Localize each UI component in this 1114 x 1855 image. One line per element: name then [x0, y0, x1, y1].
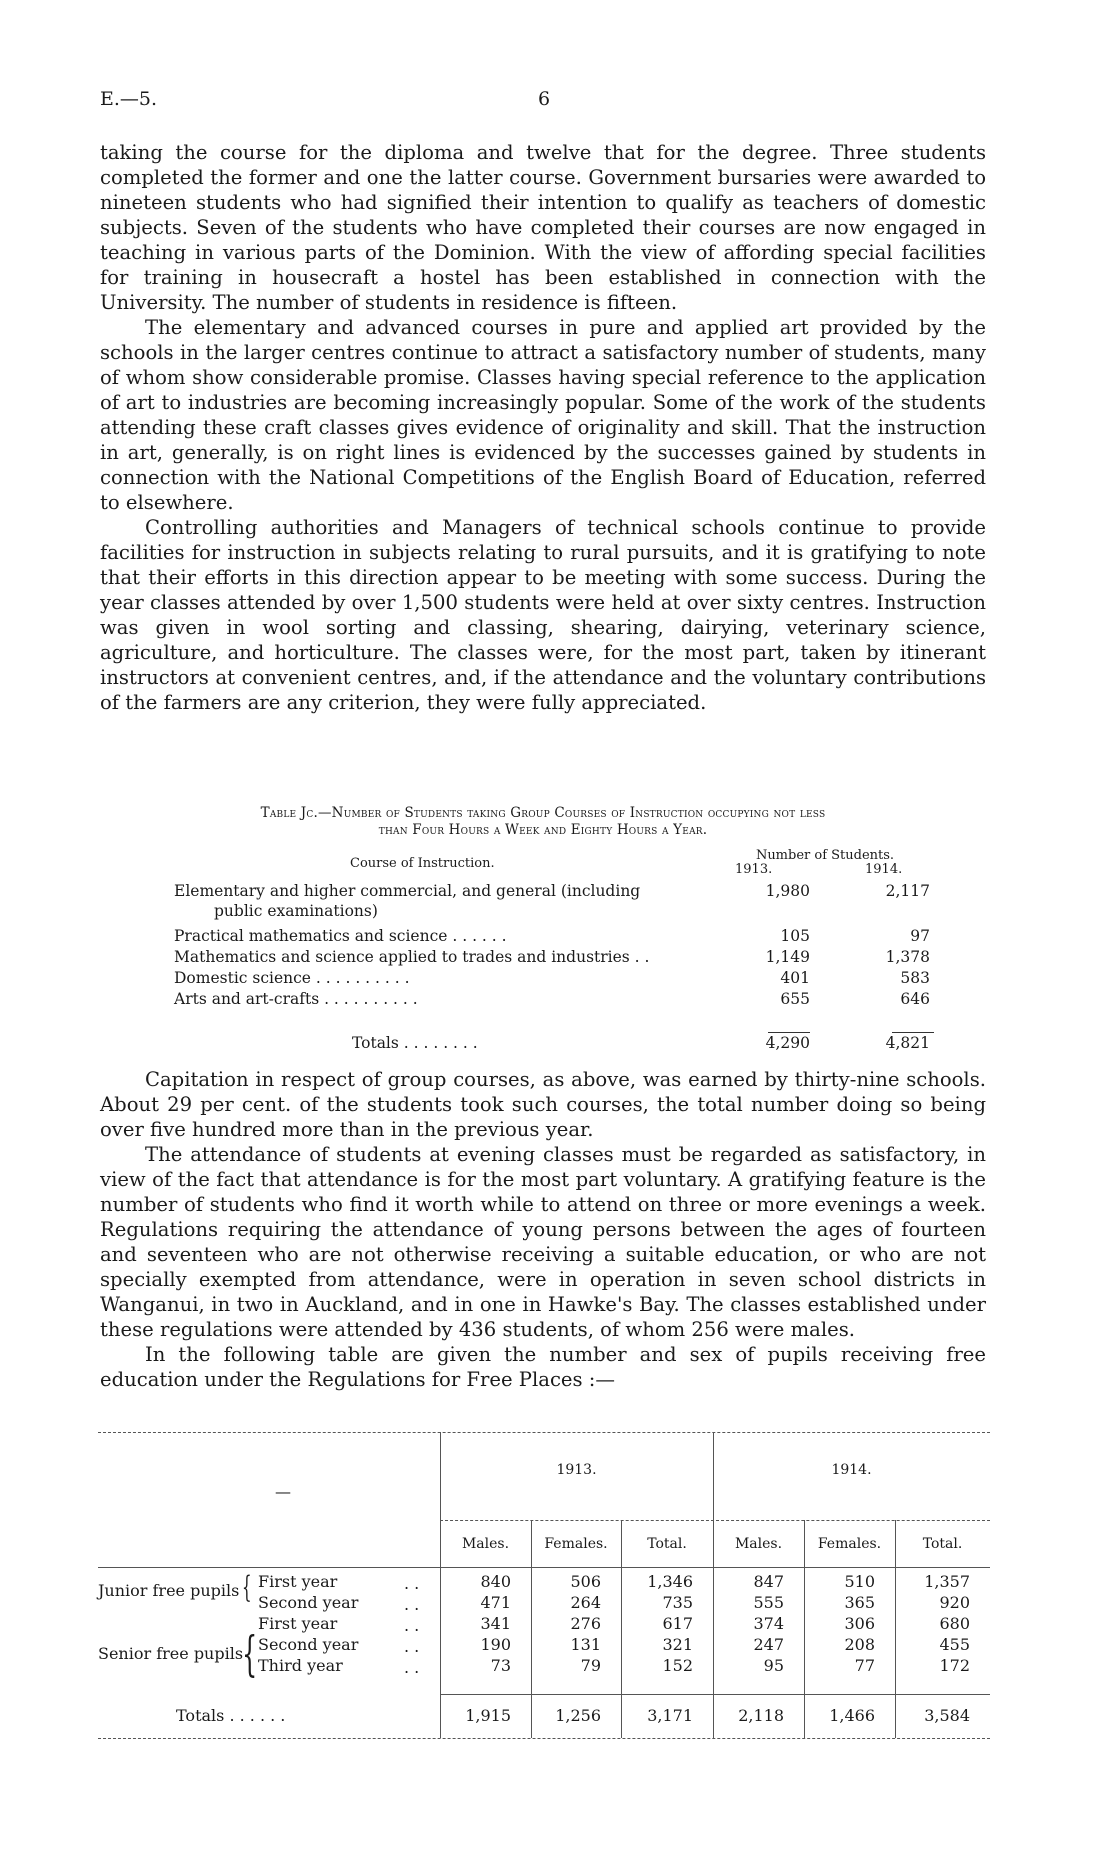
cell-males-1914: 847: [753, 1572, 784, 1591]
table-title-line: than Four Hours a Week and Eighty Hours a Year.: [378, 822, 708, 838]
row-label: Mathematics and science applied to trades and industries . .: [174, 948, 650, 966]
totals-label: Totals . . . . . .: [176, 1706, 286, 1725]
table-row: [170, 882, 930, 920]
total-rule: [892, 1032, 934, 1033]
page-number: 6: [538, 88, 551, 110]
cell-total-1913: 1,346: [647, 1572, 693, 1591]
column-header-course: Course of Instruction.: [350, 856, 495, 871]
paragraph: Capitation in respect of group courses, as above, was earned by thirty-nine schools. About 29 per cent. of the students took such courses, the total number doing so being over five hundred more than in the previous year.: [100, 1068, 986, 1141]
column-header-1913: 1913.: [735, 862, 773, 877]
year-header-1913: 1913.: [556, 1462, 597, 1478]
row-label: Third year: [258, 1656, 343, 1675]
row-label: First year: [258, 1614, 338, 1633]
cell-males-1913: 471: [480, 1593, 511, 1612]
table-rule: [440, 1694, 990, 1695]
table-jc-title: [100, 805, 986, 839]
column-header-males: Males.: [461, 1536, 510, 1552]
table-row: [170, 969, 930, 989]
cell-females-1913: 79: [580, 1656, 601, 1675]
value-1914: 583: [900, 969, 930, 987]
table-rule: [98, 1432, 990, 1433]
cell-females-1914: 306: [844, 1614, 875, 1633]
paragraph: Controlling authorities and Managers of technical schools continue to provide facilities for instruction in subjects relating to rural pursuits, and it is gratifying to note that their efforts in this direction appear to be meeting with some success. During the year classes attended by over 1,500 students were held at over sixty centres. Instruction was given in wool sorting and classing, shearing, dairying, veterinary science, agriculture, and horticulture. The classes were, for the most part, taken by itinerant instructors at convenient centres, and, if the attendance and the voluntary contributions of the farmers are any criterion, they were fully appreciated.: [100, 516, 986, 714]
cell-males-1913: 341: [480, 1614, 511, 1633]
body-text-block-2: [100, 1067, 986, 1392]
cell-males-1913: 73: [490, 1656, 511, 1675]
leader-dots: . .: [404, 1658, 420, 1677]
brace: {: [242, 1570, 252, 1605]
cell-total-1914: 680: [939, 1614, 970, 1633]
cell-females-1913: 506: [570, 1572, 601, 1591]
cell-females-1913: 276: [570, 1614, 601, 1633]
cell-total-1913: 617: [662, 1614, 693, 1633]
total-males-1913: 1,915: [465, 1706, 511, 1725]
column-header-males: Males.: [734, 1536, 783, 1552]
paragraph: In the following table are given the number and sex of pupils receiving free education under the Regulations for Free Places :—: [100, 1343, 986, 1391]
total-total-1913: 3,171: [647, 1706, 693, 1725]
column-header-total: Total.: [922, 1536, 963, 1552]
row-label-continued: public examinations): [214, 902, 378, 920]
total-1914: 4,821: [885, 1034, 930, 1052]
brace: {: [242, 1626, 258, 1682]
totals-label: Totals . . . . . . . .: [352, 1034, 478, 1052]
free-places-table: [98, 1432, 990, 1742]
value-1913: 655: [780, 990, 810, 1008]
total-females-1914: 1,466: [829, 1706, 875, 1725]
total-males-1914: 2,118: [738, 1706, 784, 1725]
cell-total-1914: 172: [939, 1656, 970, 1675]
row-label: Elementary and higher commercial, and general (including: [174, 882, 641, 900]
value-1913: 105: [780, 927, 810, 945]
total-females-1913: 1,256: [555, 1706, 601, 1725]
cell-females-1913: 264: [570, 1593, 601, 1612]
table-row: [170, 927, 930, 947]
row-label: Arts and art-crafts . . . . . . . . . .: [174, 990, 418, 1008]
page-header: [100, 88, 1014, 118]
cell-total-1914: 920: [939, 1593, 970, 1612]
document-reference: E.—5.: [100, 88, 158, 110]
leader-dots: . .: [404, 1637, 420, 1656]
group-label-senior: Senior free pupils: [98, 1644, 244, 1663]
cell-total-1913: 735: [662, 1593, 693, 1612]
value-1913: 1,980: [765, 882, 810, 900]
totals-row: [170, 1034, 930, 1054]
cell-total-1913: 321: [662, 1635, 693, 1654]
table-row: [170, 990, 930, 1010]
cell-total-1913: 152: [662, 1656, 693, 1675]
total-1913: 4,290: [765, 1034, 810, 1052]
value-1914: 646: [900, 990, 930, 1008]
value-1914: 97: [910, 927, 930, 945]
cell-males-1913: 190: [480, 1635, 511, 1654]
table-row: [170, 948, 930, 968]
cell-females-1913: 131: [570, 1635, 601, 1654]
row-label: Second year: [258, 1593, 359, 1612]
cell-males-1914: 95: [763, 1656, 784, 1675]
value-1913: 401: [780, 969, 810, 987]
table-rule: [98, 1738, 990, 1739]
column-header-females: Females.: [544, 1536, 608, 1552]
paragraph: The attendance of students at evening classes must be regarded as satisfactory, in view of the fact that attendance is for the most part voluntary. A gratifying feature is the number of students who find it worth while to attend on three or more evenings a week. Regulations requiring the attendance of young persons between the ages of fourteen and seventeen who are not otherwise receiving a suitable education, or who are not specially exempted from attendance, were in operation in seven school districts in Wanganui, in two in Auckland, and in one in Hawke's Bay. The classes established under these regulations were attended by 436 students, of whom 256 were males.: [100, 1143, 986, 1341]
paragraph: The elementary and advanced courses in pure and applied art provided by the schools in the larger centres continue to attract a satisfactory number of students, many of whom show considerable promise. Classes having special reference to the application of art to industries are becoming increasingly popular. Some of the work of the students attending these craft classes gives evidence of originality and skill. That the instruction in art, generally, is on right lines is evidenced by the successes gained by students in connection with the National Competitions of the English Board of Education, referred to elsewhere.: [100, 316, 986, 514]
cell-females-1914: 77: [854, 1656, 875, 1675]
value-1914: 2,117: [885, 882, 930, 900]
leader-dots: . .: [404, 1574, 420, 1593]
table-title-line: Table Jc.—Number of Students taking Group Courses of Instruction occupying not less: [260, 805, 826, 821]
cell-males-1914: 247: [753, 1635, 784, 1654]
column-header-females: Females.: [817, 1536, 882, 1552]
column-header-total: Total.: [647, 1536, 687, 1552]
row-label: First year: [258, 1572, 338, 1591]
row-label: Second year: [258, 1635, 359, 1654]
value-1914: 1,378: [885, 948, 930, 966]
row-label: Domestic science . . . . . . . . . .: [174, 969, 410, 987]
column-header-number: Number of Students.: [755, 848, 895, 863]
cell-females-1914: 208: [844, 1635, 875, 1654]
total-total-1914: 3,584: [924, 1706, 970, 1725]
cell-males-1914: 374: [753, 1614, 784, 1633]
value-1913: 1,149: [765, 948, 810, 966]
table-rule: [98, 1567, 990, 1568]
cell-males-1913: 840: [480, 1572, 511, 1591]
row-label: Practical mathematics and science . . . . . .: [174, 927, 507, 945]
cell-females-1914: 510: [844, 1572, 875, 1591]
stub-header: —: [275, 1482, 291, 1501]
body-text-block-1: [100, 140, 986, 715]
paragraph: taking the course for the diploma and twelve that for the degree. Three students completed the former and one the latter course. Government bursaries were awarded to nineteen students who had signified their intention to qualify as teachers of domestic subjects. Seven of the students who have completed their courses are now engaged in teaching in various parts of the Dominion. With the view of affording special facilities for training in housecraft a hostel has been established in connection with the University. The number of students in residence is fifteen.: [100, 141, 986, 314]
cell-females-1914: 365: [844, 1593, 875, 1612]
leader-dots: . .: [404, 1616, 420, 1635]
cell-total-1914: 455: [939, 1635, 970, 1654]
cell-males-1914: 555: [753, 1593, 784, 1612]
total-rule: [768, 1032, 810, 1033]
table-rule: [440, 1520, 990, 1521]
leader-dots: . .: [404, 1595, 420, 1614]
group-label-junior: Junior free pupils: [98, 1581, 240, 1600]
cell-total-1914: 1,357: [924, 1572, 970, 1591]
column-header-1914: 1914.: [865, 862, 903, 877]
year-header-1914: 1914.: [831, 1462, 872, 1478]
